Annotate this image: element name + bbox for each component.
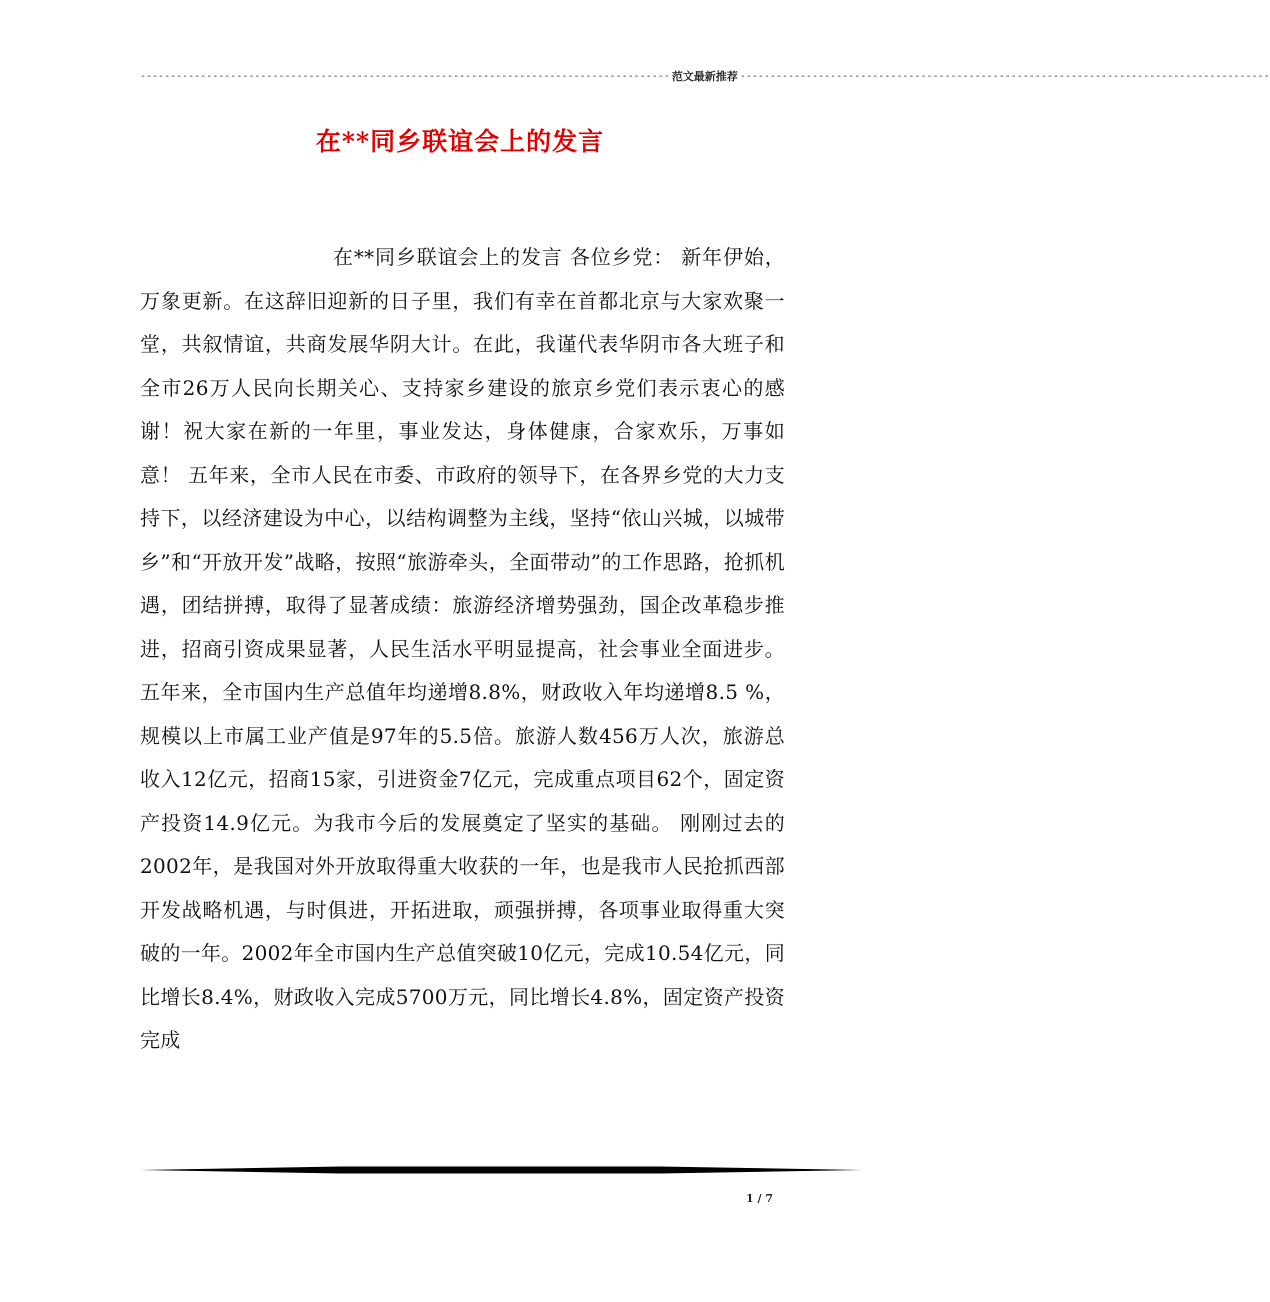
document-title: 在**同乡联谊会上的发言 [315, 127, 605, 156]
footer-rule [140, 1163, 862, 1177]
page-number: 1 / 7 [746, 1192, 773, 1205]
body-paragraph: 在**同乡联谊会上的发言 各位乡党： 新年伊始，万象更新。在这辞旧迎新的日子里，我们有幸在首都北京与大家欢聚一堂，共叙情谊，共商发展华阴大计。在此，我谨代表华阴市各大班子和全市26万人民向长期关心、支持家乡建设的旅京乡党们表示衷心的感谢！祝大家在新的一年里，事业发达，身体健康，合家欢乐，万事如意！ 五年来，全市人民在市委、市政府的领导下，在各界乡党的大力支持下，以经济建设为中心，以结构调整为主线，坚持“依山兴城，以城带乡”和“开放开发”战略，按照“旅游牵头，全面带动”的工作思路，抢抓机遇，团结拼搏，取得了显著成绩：旅游经济增势强劲，国企改革稳步推进，招商引资成果显著，人民生活水平明显提高，社会事业全面进步。五年来，全市国内生产总值年均递增8.8%，财政收入年均递增8.5 %，规模以上市属工业产值是97年的5.5倍。旅游人数456万人次，旅游总收入12亿元，招商15家，引进资金7亿元，完成重点项目62个，固定资产投资14.9亿元。为我市今后的发展奠定了坚实的基础。 刚刚过去的2002年，是我国对外开放取得重大收获的一年，也是我市人民抢抓西部开发战略机遇，与时俱进，开拓进取，顽强拼搏，各项事业取得重大突破的一年。2002年全市国内生产总值突破10亿元，完成10.54亿元，同比增长8.4%，财政收入完成5700万元，同比增长4.8%，固定资产投资完成 [140, 245, 785, 1052]
page-header [140, 68, 1270, 84]
header-right-dashes: ---------------------------------------------------------------------------------------- [739, 70, 1270, 82]
document-body [140, 236, 785, 1063]
header-label: 范文最新推荐 [671, 70, 738, 83]
header-left-dashes: ---------------------------------------------------------------------------------------- [140, 70, 670, 82]
